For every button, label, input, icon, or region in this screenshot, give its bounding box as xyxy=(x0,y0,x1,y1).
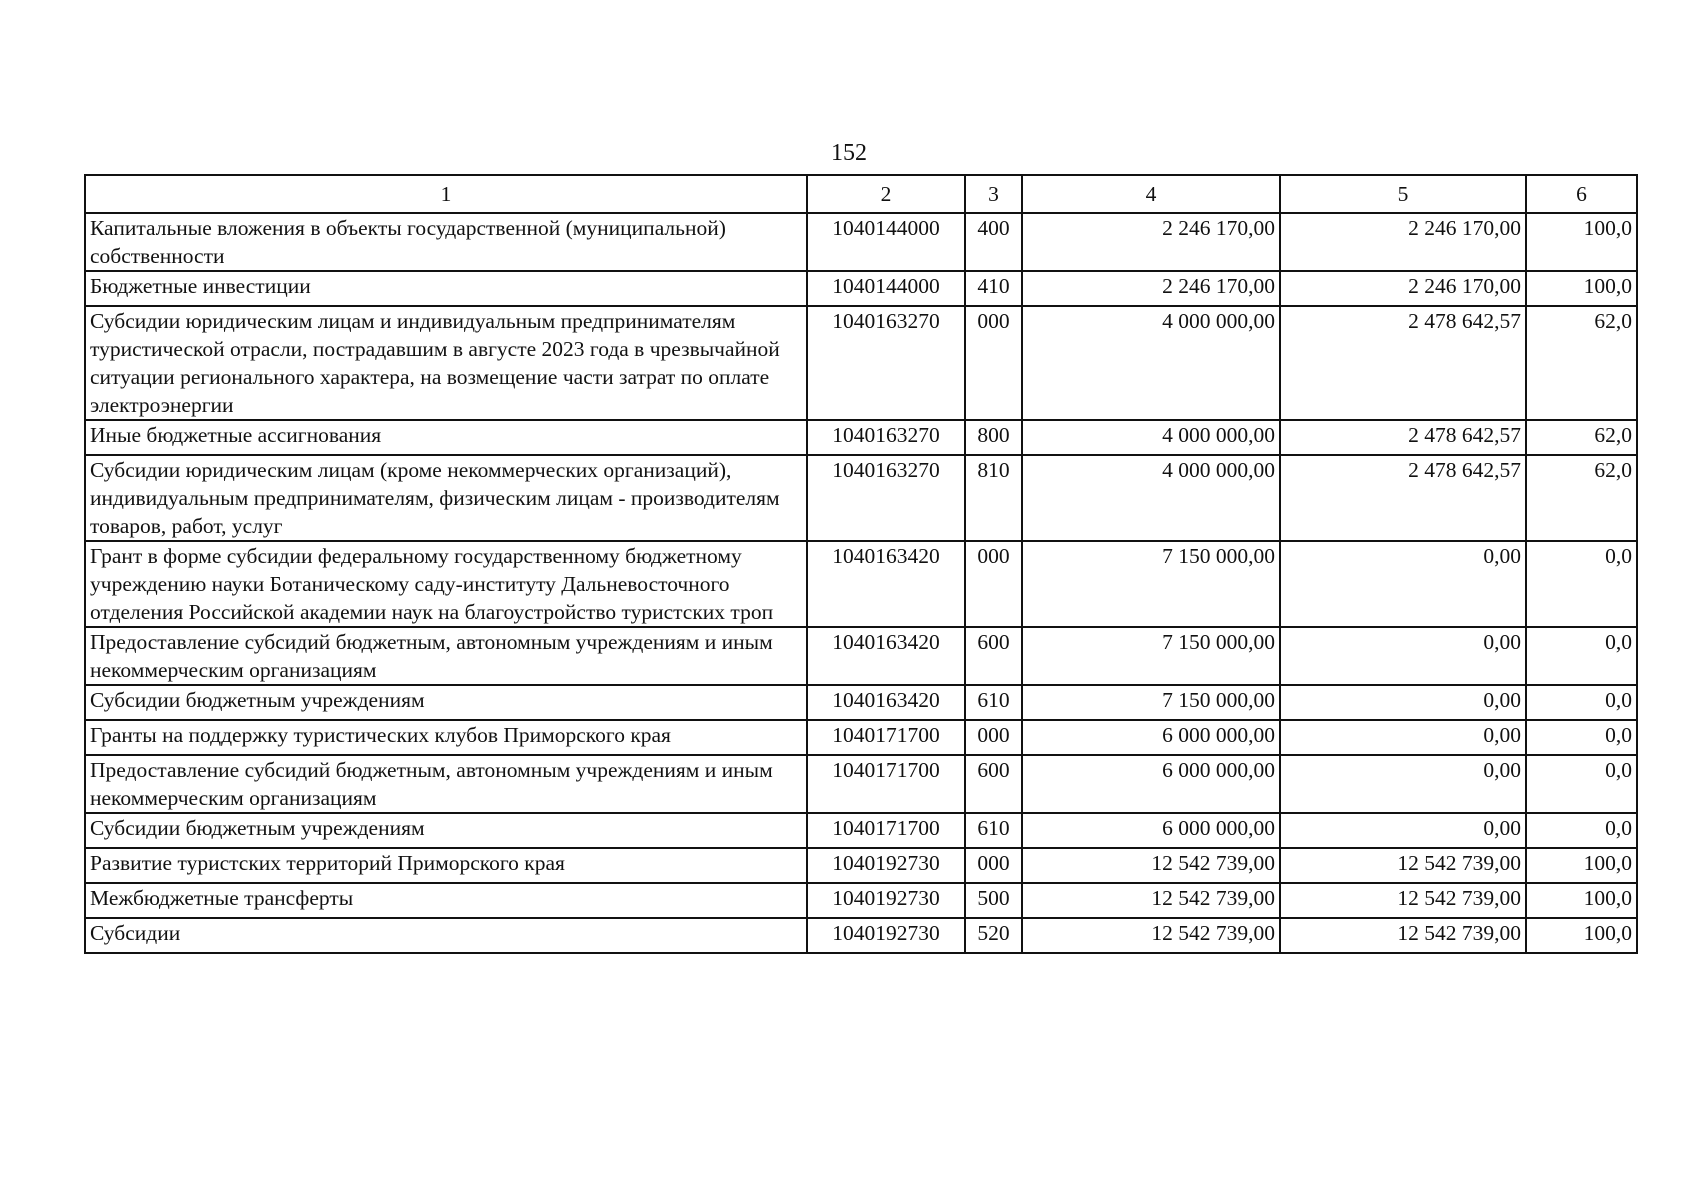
row-executed-cell: 2 478 642,57 xyxy=(1280,420,1526,455)
row-kind-cell: 000 xyxy=(965,306,1022,420)
row-percent-cell: 0,0 xyxy=(1526,813,1637,848)
row-kind-cell: 610 xyxy=(965,813,1022,848)
row-executed-cell: 0,00 xyxy=(1280,755,1526,813)
row-percent-cell: 0,0 xyxy=(1526,720,1637,755)
table-row xyxy=(85,918,1637,953)
table-row xyxy=(85,306,1637,420)
row-planned-cell: 4 000 000,00 xyxy=(1022,455,1280,541)
row-executed-cell: 0,00 xyxy=(1280,685,1526,720)
row-code-cell: 1040163270 xyxy=(807,306,965,420)
row-code-cell: 1040163270 xyxy=(807,420,965,455)
row-code-cell: 1040192730 xyxy=(807,848,965,883)
row-planned-cell: 6 000 000,00 xyxy=(1022,720,1280,755)
table-row xyxy=(85,883,1637,918)
budget-table xyxy=(84,174,1638,954)
row-name-cell: Субсидии юридическим лицам и индивидуальным предпринимателям туристической отрасли, пострадавшим в августе 2023 года в чрезвычайной ситуации регионального характера, на возмещение части затрат по оплате электроэнергии xyxy=(85,306,807,420)
row-name-cell: Межбюджетные трансферты xyxy=(85,883,807,918)
row-kind-cell: 410 xyxy=(965,271,1022,306)
row-planned-cell: 6 000 000,00 xyxy=(1022,755,1280,813)
row-name-cell: Субсидии юридическим лицам (кроме некоммерческих организаций), индивидуальным предпринимателям, физическим лицам - производителям товаров, работ, услуг xyxy=(85,455,807,541)
row-planned-cell: 6 000 000,00 xyxy=(1022,813,1280,848)
row-executed-cell: 0,00 xyxy=(1280,813,1526,848)
row-executed-cell: 0,00 xyxy=(1280,720,1526,755)
row-executed-cell: 2 478 642,57 xyxy=(1280,455,1526,541)
row-percent-cell: 0,0 xyxy=(1526,627,1637,685)
row-percent-cell: 100,0 xyxy=(1526,271,1637,306)
row-planned-cell: 4 000 000,00 xyxy=(1022,420,1280,455)
row-percent-cell: 62,0 xyxy=(1526,420,1637,455)
row-planned-cell: 12 542 739,00 xyxy=(1022,918,1280,953)
row-planned-cell: 12 542 739,00 xyxy=(1022,848,1280,883)
table-row xyxy=(85,627,1637,685)
row-code-cell: 1040144000 xyxy=(807,271,965,306)
table-header-row xyxy=(85,175,1637,213)
row-kind-cell: 600 xyxy=(965,627,1022,685)
row-percent-cell: 100,0 xyxy=(1526,213,1637,271)
row-planned-cell: 7 150 000,00 xyxy=(1022,627,1280,685)
column-header-3: 3 xyxy=(965,175,1022,213)
row-code-cell: 1040163420 xyxy=(807,627,965,685)
row-percent-cell: 0,0 xyxy=(1526,541,1637,627)
column-header-1: 1 xyxy=(85,175,807,213)
row-name-cell: Предоставление субсидий бюджетным, автономным учреждениям и иным некоммерческим организациям xyxy=(85,627,807,685)
row-executed-cell: 2 478 642,57 xyxy=(1280,306,1526,420)
column-header-2: 2 xyxy=(807,175,965,213)
row-executed-cell: 12 542 739,00 xyxy=(1280,918,1526,953)
row-code-cell: 1040171700 xyxy=(807,755,965,813)
table-row xyxy=(85,848,1637,883)
row-kind-cell: 520 xyxy=(965,918,1022,953)
row-code-cell: 1040171700 xyxy=(807,720,965,755)
row-percent-cell: 62,0 xyxy=(1526,306,1637,420)
row-executed-cell: 0,00 xyxy=(1280,541,1526,627)
row-code-cell: 1040171700 xyxy=(807,813,965,848)
row-code-cell: 1040192730 xyxy=(807,883,965,918)
row-percent-cell: 100,0 xyxy=(1526,848,1637,883)
row-kind-cell: 000 xyxy=(965,720,1022,755)
row-kind-cell: 400 xyxy=(965,213,1022,271)
row-percent-cell: 0,0 xyxy=(1526,755,1637,813)
row-executed-cell: 2 246 170,00 xyxy=(1280,271,1526,306)
table-row xyxy=(85,541,1637,627)
row-name-cell: Субсидии бюджетным учреждениям xyxy=(85,685,807,720)
row-name-cell: Предоставление субсидий бюджетным, автономным учреждениям и иным некоммерческим организациям xyxy=(85,755,807,813)
table-row xyxy=(85,720,1637,755)
table-row xyxy=(85,813,1637,848)
row-executed-cell: 2 246 170,00 xyxy=(1280,213,1526,271)
row-percent-cell: 0,0 xyxy=(1526,685,1637,720)
row-name-cell: Грант в форме субсидии федеральному государственному бюджетному учреждению науки Ботаническому саду-институту Дальневосточного отделения Российской академии наук на благоустройство туристских троп xyxy=(85,541,807,627)
table-row xyxy=(85,271,1637,306)
row-code-cell: 1040144000 xyxy=(807,213,965,271)
row-code-cell: 1040192730 xyxy=(807,918,965,953)
row-name-cell: Субсидии xyxy=(85,918,807,953)
row-name-cell: Субсидии бюджетным учреждениям xyxy=(85,813,807,848)
row-planned-cell: 7 150 000,00 xyxy=(1022,685,1280,720)
row-executed-cell: 12 542 739,00 xyxy=(1280,883,1526,918)
row-executed-cell: 0,00 xyxy=(1280,627,1526,685)
row-kind-cell: 800 xyxy=(965,420,1022,455)
row-planned-cell: 12 542 739,00 xyxy=(1022,883,1280,918)
row-name-cell: Развитие туристских территорий Приморского края xyxy=(85,848,807,883)
table-row xyxy=(85,420,1637,455)
row-percent-cell: 100,0 xyxy=(1526,883,1637,918)
row-code-cell: 1040163270 xyxy=(807,455,965,541)
table-row xyxy=(85,755,1637,813)
table-row xyxy=(85,455,1637,541)
row-name-cell: Бюджетные инвестиции xyxy=(85,271,807,306)
row-executed-cell: 12 542 739,00 xyxy=(1280,848,1526,883)
table-body xyxy=(85,213,1637,953)
row-planned-cell: 2 246 170,00 xyxy=(1022,213,1280,271)
column-header-4: 4 xyxy=(1022,175,1280,213)
row-kind-cell: 000 xyxy=(965,541,1022,627)
table-row xyxy=(85,213,1637,271)
row-planned-cell: 2 246 170,00 xyxy=(1022,271,1280,306)
table-row xyxy=(85,685,1637,720)
row-code-cell: 1040163420 xyxy=(807,541,965,627)
row-planned-cell: 4 000 000,00 xyxy=(1022,306,1280,420)
row-percent-cell: 62,0 xyxy=(1526,455,1637,541)
row-name-cell: Иные бюджетные ассигнования xyxy=(85,420,807,455)
row-name-cell: Гранты на поддержку туристических клубов Приморского края xyxy=(85,720,807,755)
row-kind-cell: 600 xyxy=(965,755,1022,813)
row-planned-cell: 7 150 000,00 xyxy=(1022,541,1280,627)
row-kind-cell: 810 xyxy=(965,455,1022,541)
row-percent-cell: 100,0 xyxy=(1526,918,1637,953)
page-number: 152 xyxy=(831,140,867,166)
column-header-6: 6 xyxy=(1526,175,1637,213)
row-kind-cell: 610 xyxy=(965,685,1022,720)
row-name-cell: Капитальные вложения в объекты государственной (муниципальной) собственности xyxy=(85,213,807,271)
column-header-5: 5 xyxy=(1280,175,1526,213)
row-kind-cell: 000 xyxy=(965,848,1022,883)
row-code-cell: 1040163420 xyxy=(807,685,965,720)
row-kind-cell: 500 xyxy=(965,883,1022,918)
